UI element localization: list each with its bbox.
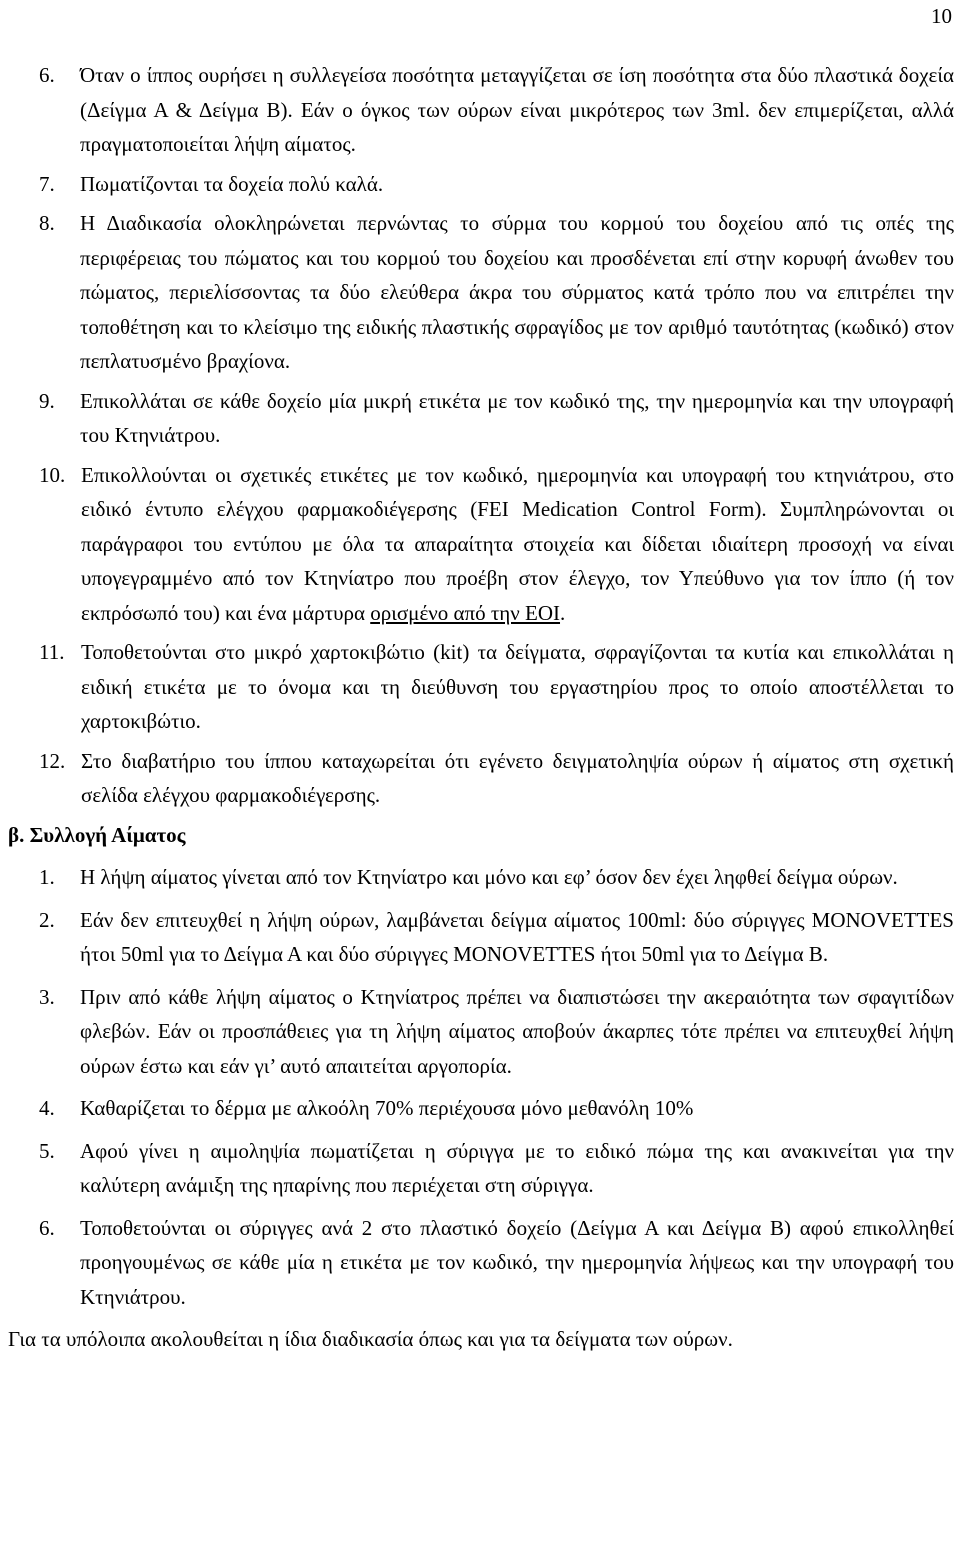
item-text-part: Επικολλούνται οι σχετικές ετικέτες με τον κωδικό, ημερομηνία και υπογραφή του κτηνιάτρου, στο ειδικό έντυπο ελέγχου φαρμακοδιέγερσης (FEI Medication Control Form). Συμπληρώνονται οι παράγραφοι του εντύπου με όλα τα απαραίτητα στοιχεία και δίδεται ιδιαίτερη προσοχή να είναι υπογεγραμμένο από τον Κτηνίατρο που προέβη στον έλεγχο, τον Υπεύθυνο για τον ίππο (ή τον εκπρόσωπό του) και ένα μάρτυρα <box>81 462 954 625</box>
list-item <box>8 1134 954 1203</box>
list-item <box>8 860 954 895</box>
item-text: Τοποθετούνται στο μικρό χαρτοκιβώτιο (kit) τα δείγματα, σφραγίζονται τα κυτία και επικολλάται η ειδική ετικέτα με το όνομα και τη διεύθυνση του εργαστηρίου προς το οποίο αποστέλλεται το χαρτοκιβώτιο. <box>81 640 954 733</box>
closing-paragraph: Για τα υπόλοιπα ακολουθείται η ίδια διαδικασία όπως και για τα δείγματα των ούρων. <box>8 1327 733 1351</box>
section-heading: β. Συλλογή Αίματος <box>8 822 186 847</box>
list-item <box>8 167 954 202</box>
item-text: Η λήψη αίματος γίνεται από τον Κτηνίατρο και μόνο και εφ’ όσον δεν έχει ληφθεί δείγμα ούρων. <box>80 865 898 889</box>
item-text: Τοποθετούνται οι σύριγγες ανά 2 στο πλαστικό δοχείο (Δείγμα Α και Δείγμα Β) αφού επικολληθεί προηγουμένως σε κάθε μία η ετικέτα με τον κωδικό, την ημερομηνία λήψεως και την υπογραφή του Κτηνιάτρου. <box>80 1215 954 1309</box>
item-text: Επικολλάται σε κάθε δοχείο μία μικρή ετικέτα με τον κωδικό της, την ημερομηνία και την υπογραφή του Κτηνιάτρου. <box>80 388 954 447</box>
document-body <box>8 58 954 1357</box>
item-number: 7. <box>39 171 55 196</box>
item-text-part: . <box>560 600 566 625</box>
list-item <box>8 903 954 972</box>
item-number: 8. <box>39 211 55 235</box>
item-text: Αφού γίνει η αιμοληψία πωματίζεται η σύριγγα με το ειδικό πώμα της και ανακινείται για την καλύτερη ανάμιξη της ηπαρίνης που περιέχεται στη σύριγγα. <box>80 1138 954 1197</box>
list-item <box>8 458 954 631</box>
item-number: 10. <box>39 462 66 487</box>
list-item <box>8 58 954 162</box>
item-number: 6. <box>39 63 55 87</box>
item-text: Η Διαδικασία ολοκληρώνεται περνώντας το σύρμα του κορμού του δοχείου από τις οπές της περιφέρειας του πώματος και του κορμού του δοχείου και προσδένεται επί στην κορυφή άνωθεν του πώματος, περιελίσσοντας τα δύο ελεύθερα άκρα του σύρματος κατά τρόπο που να επιτρέπει την τοποθέτηση και το κλείσιμο της ειδικής πλαστικής σφραγίδος με τον αριθμό ταυτότητας (κωδικό) στον πεπλατυσμένο βραχίονα. <box>80 211 954 373</box>
item-text: Πωματίζονται τα δοχεία πολύ καλά. <box>80 171 384 196</box>
item-text: Όταν ο ίππος ουρήσει η συλλεγείσα ποσότητα μεταγγίζεται σε ίση ποσότητα στα δύο πλαστικά δοχεία (Δείγμα Α & Δείγμα Β). Εάν ο όγκος των ούρων είναι μικρότερος των 3ml. δεν επιμερίζεται, αλλά πραγματοποιείται λήψη αίματος. <box>80 63 954 156</box>
list-item <box>8 206 954 379</box>
list-item <box>8 1091 954 1126</box>
page-number: 10 <box>931 4 952 28</box>
item-number: 9. <box>39 388 55 413</box>
item-number: 4. <box>39 1096 55 1120</box>
urine-collection-steps <box>8 58 954 813</box>
item-number: 2. <box>39 907 55 932</box>
list-item <box>8 635 954 739</box>
item-number: 11. <box>39 640 65 664</box>
item-number: 5. <box>39 1138 55 1163</box>
item-number: 1. <box>39 865 55 889</box>
item-number: 6. <box>39 1215 55 1240</box>
item-number: 3. <box>39 984 55 1009</box>
list-item <box>8 980 954 1084</box>
list-item <box>8 744 954 813</box>
list-item <box>8 1211 954 1315</box>
item-text <box>81 458 954 631</box>
item-number: 12. <box>39 748 66 773</box>
item-text: Στο διαβατήριο του ίππου καταχωρείται ότι εγένετο δειγματοληψία ούρων ή αίματος στη σχετική σελίδα ελέγχου φαρμακοδιέγερσης. <box>81 748 954 807</box>
item-text: Καθαρίζεται το δέρμα με αλκοόλη 70% περιέχουσα μόνο μεθανόλη 10% <box>80 1096 694 1120</box>
blood-collection-steps <box>8 860 954 1314</box>
item-text: Πριν από κάθε λήψη αίματος ο Κτηνίατρος πρέπει να διαπιστώσει την ακεραιότητα των σφαγιτίδων φλεβών. Εάν οι προσπάθειες για τη λήψη αίματος αποβούν άκαρπες τότε πρέπει να επιτευχθεί λήψη ούρων έστω και εάν γι’ αυτό απαιτείται αργοπορία. <box>80 984 954 1078</box>
list-item <box>8 384 954 453</box>
underlined-text: ορισμένο από την ΕΟΙ <box>370 600 561 625</box>
item-text: Εάν δεν επιτευχθεί η λήψη ούρων, λαμβάνεται δείγμα αίματος 100ml: δύο σύριγγες MONOVETTES ήτοι 50ml για το Δείγμα Α και δύο σύριγγες MONOVETTES ήτοι 50ml για το Δείγμα Β. <box>80 907 954 966</box>
